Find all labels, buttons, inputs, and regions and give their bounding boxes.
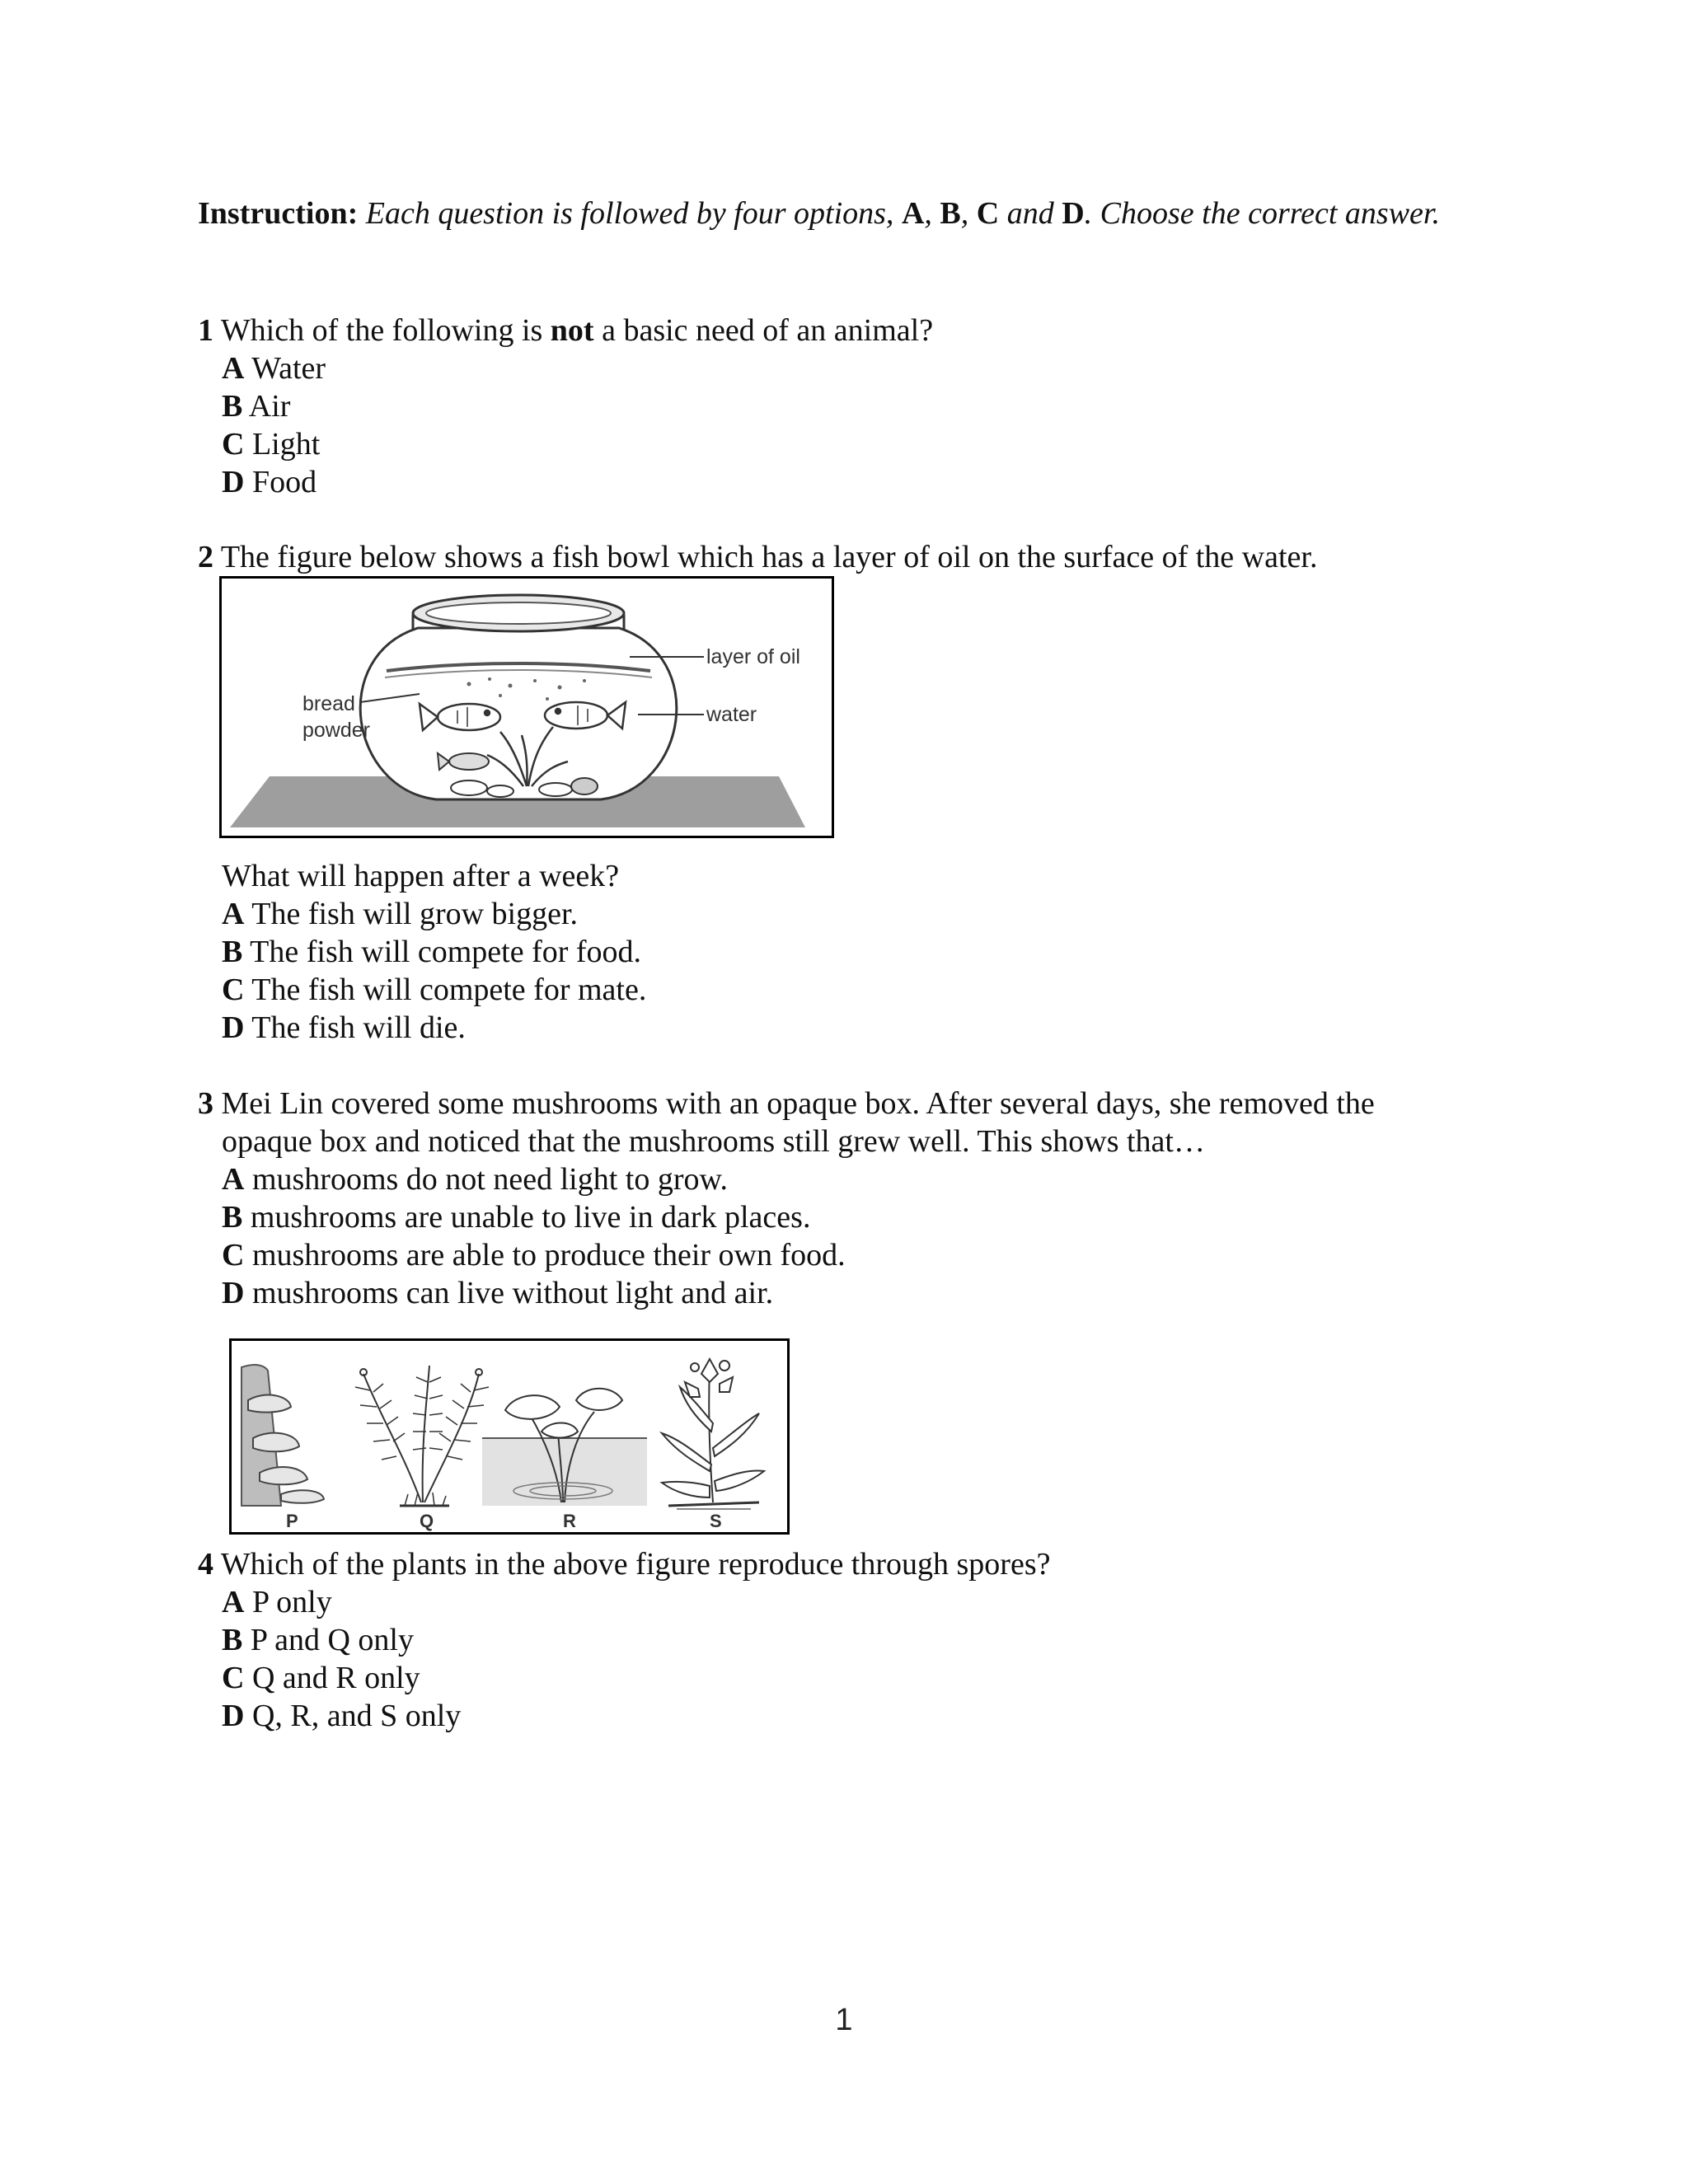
question-3-stem-continued: opaque box and noticed that the mushrooms still grew well. This shows that… [222,1124,1205,1159]
option-letter: A [222,1585,245,1619]
option-letter: C [222,427,245,462]
option-text: The fish will grow bigger. [244,897,579,931]
plant-r-water-plant [482,1389,647,1506]
option-letter: C [222,1238,245,1272]
instruction-label: Instruction: [198,196,359,231]
question-2-prompt: What will happen after a week? [222,859,620,893]
option-d[interactable] [198,1009,646,1047]
option-text: The fish will compete for food. [242,935,642,969]
fish-bowl-illustration [222,579,832,836]
instruction-option-a: A [901,196,925,231]
option-c[interactable] [198,1659,1050,1697]
instruction [198,194,1467,233]
option-text: Light [244,427,321,462]
option-d[interactable] [198,463,933,501]
option-text: The fish will compete for mate. [244,972,647,1007]
option-text: Q, R, and S only [244,1699,462,1733]
option-c[interactable] [198,425,933,463]
option-b[interactable] [198,933,646,971]
option-text: Air [242,389,291,424]
instruction-and: and [999,196,1062,231]
instruction-option-b: B [940,196,961,231]
option-letter: C [222,972,245,1007]
option-d[interactable] [198,1274,1375,1312]
plants-illustration [232,1341,787,1532]
option-letter: D [222,465,245,499]
instruction-text-end: . Choose the correct answer. [1084,196,1440,231]
question-4 [198,1545,1050,1735]
question-number: 3 [198,1086,213,1121]
option-letter: B [222,1200,243,1235]
question-number: 4 [198,1547,213,1582]
question-1 [198,312,933,501]
question-3 [198,1085,1375,1312]
fish-bowl-figure [219,576,834,838]
label-p: P [286,1511,298,1531]
plant-p-fungi [241,1365,324,1506]
option-letter: B [222,1623,243,1657]
question-number: 1 [198,313,213,348]
stem-text: Which of the following is [213,313,551,348]
option-a[interactable] [198,1583,1050,1621]
stem-text: a basic need of an animal? [593,313,934,348]
bowl-body [360,628,677,799]
question-3-stem [198,1085,1375,1122]
question-1-stem [198,312,933,349]
label-s: S [710,1511,722,1531]
option-text: Water [244,351,326,386]
option-letter: D [222,1010,245,1045]
option-letter: A [222,1162,245,1197]
option-letter: D [222,1699,245,1733]
option-letter: D [222,1276,245,1310]
stem-text: The figure below shows a fish bowl which has a layer of oil on the surface of the water. [213,540,1318,574]
label-powder: powder [302,719,370,742]
option-b[interactable] [198,1198,1375,1236]
option-a[interactable] [198,1160,1375,1198]
question-2-stem [198,538,1317,576]
option-letter: B [222,935,243,969]
question-2 [198,538,1317,576]
option-a[interactable] [198,895,646,933]
instruction-separator: , [924,196,940,231]
option-letter: C [222,1661,245,1695]
option-text: mushrooms can live without light and air. [244,1276,774,1310]
plant-q-fern [355,1366,489,1506]
option-text: P only [244,1585,332,1619]
instruction-option-c: C [976,196,1000,231]
stem-emphasis: not [550,313,594,348]
question-2-options [198,857,646,1047]
option-text: The fish will die. [244,1010,466,1045]
bowl-opening [426,602,611,624]
plant-s-flowering-plant [662,1359,764,1509]
option-c[interactable] [198,971,646,1009]
option-text: P and Q only [242,1623,414,1657]
option-letter: B [222,389,243,424]
label-r: R [563,1511,576,1531]
option-text: Q and R only [244,1661,420,1695]
label-water: water [706,703,757,726]
option-text: Food [244,465,317,499]
label-layer-of-oil: layer of oil [706,645,800,668]
option-b[interactable] [198,387,933,425]
option-letter: A [222,351,245,386]
stem-text: Mei Lin covered some mushrooms with an opaque box. After several days, she removed the [213,1086,1375,1121]
option-b[interactable] [198,1621,1050,1659]
page-number: 1 [835,2003,853,2037]
instruction-option-d: D [1062,196,1085,231]
label-q: Q [420,1511,434,1531]
option-letter: A [222,897,245,931]
label-bread: bread [302,692,355,715]
option-d[interactable] [198,1697,1050,1735]
plants-figure [229,1338,790,1535]
question-4-stem [198,1545,1050,1583]
instruction-text: Each question is followed by four options, [358,196,902,231]
option-c[interactable] [198,1236,1375,1274]
option-text: mushrooms are unable to live in dark places. [242,1200,811,1235]
option-text: mushrooms are able to produce their own food. [244,1238,846,1272]
option-a[interactable] [198,349,933,387]
stem-text: Which of the plants in the above figure reproduce through spores? [213,1547,1051,1582]
option-text: mushrooms do not need light to grow. [244,1162,728,1197]
question-number: 2 [198,540,213,574]
instruction-separator: , [960,196,977,231]
